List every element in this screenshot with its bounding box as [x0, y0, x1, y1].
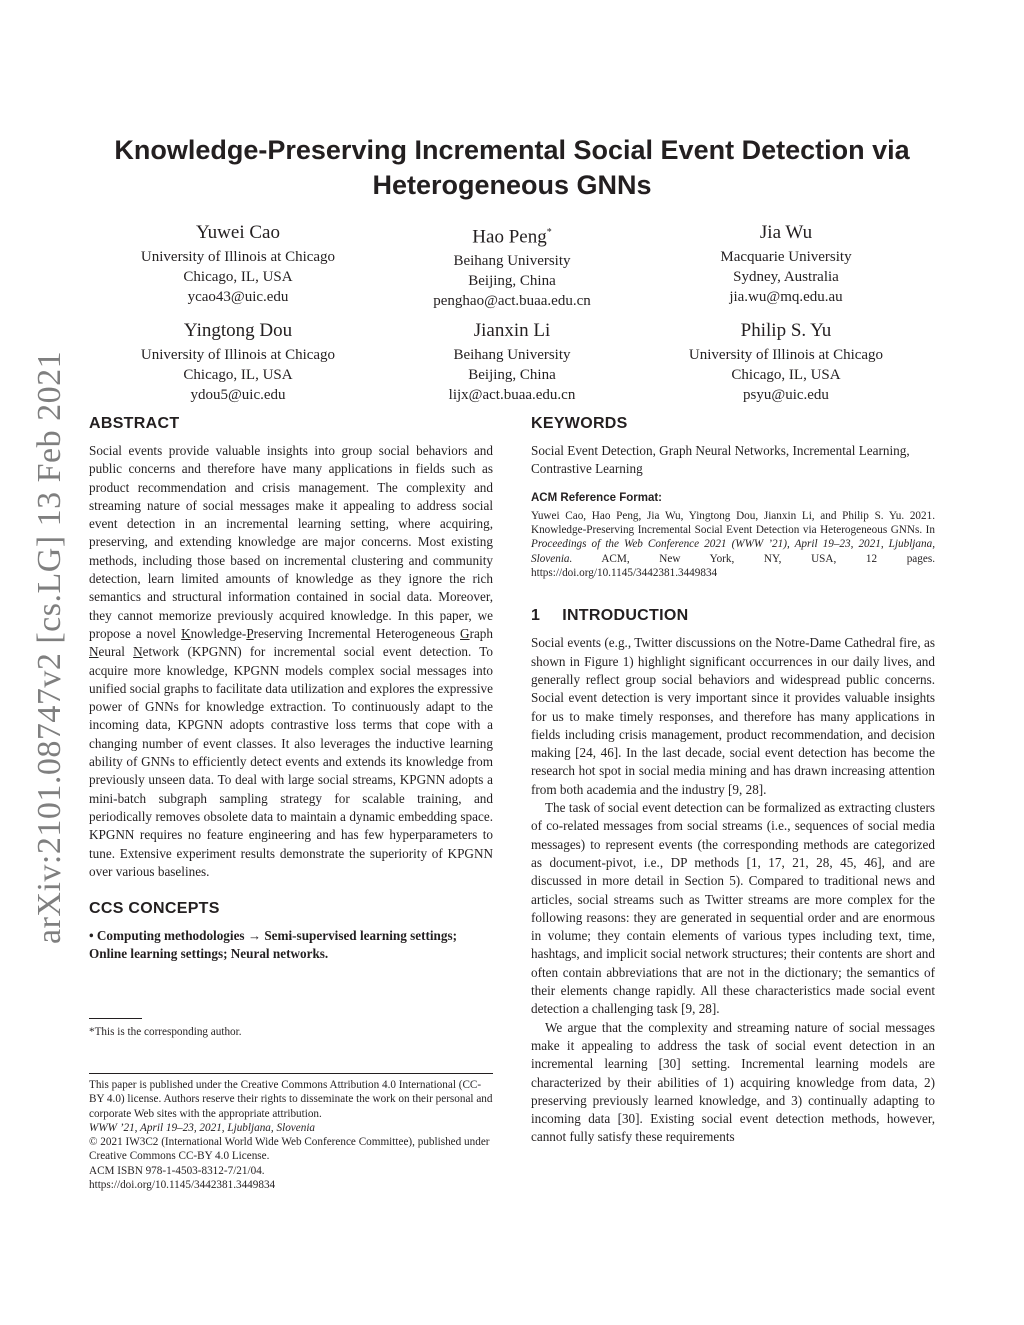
author-affiliation: University of Illinois at Chicago [140, 347, 336, 363]
author-location: Chicago, IL, USA [731, 367, 841, 383]
keywords-text: Social Event Detection, Graph Neural Networks, Incremental Learning, Contrastive Learning [531, 443, 910, 477]
corresponding-author-mark: * [546, 227, 552, 238]
author-email: jia.wu@mq.edu.au [729, 289, 843, 305]
paper-title: Knowledge-Preserving Incremental Social Event Detection via Heterogeneous GNNs [114, 135, 910, 200]
author-location: Chicago, IL, USA [183, 367, 293, 383]
author-name: Jianxin Li [473, 320, 551, 341]
author-name: Yuwei Cao [196, 222, 280, 243]
author-block [636, 320, 936, 405]
acm-reference-text: Yuwei Cao, Hao Peng, Jia Wu, Yingtong Dou, Jianxin Li, and Philip S. Yu. 2021. Knowledge-Preserving Incremental Social Event Detection via Heterogeneous GNNs. In Proceedings of the Web Conference 2021 (WWW ’21), April 19–23, 2021, Ljubljana, Slovenia. ACM, New York, NY, USA, 12 pages. https://doi.org/10.1145/3442381.3449834 [531, 509, 935, 580]
footnote-divider [89, 1018, 142, 1019]
footnote-area [89, 1018, 493, 1039]
author-block [362, 222, 662, 311]
ccs-heading: CCS CONCEPTS [89, 900, 220, 918]
introduction-heading [531, 606, 935, 626]
acm-reference-heading: ACM Reference Format: [531, 491, 662, 504]
corresponding-author-footnote: *This is the corresponding author. [89, 1026, 242, 1038]
author-name: Philip S. Yu [740, 320, 832, 341]
author-location: Chicago, IL, USA [183, 269, 293, 285]
keywords-heading: KEYWORDS [531, 415, 628, 432]
author-affiliation: Beihang University [453, 347, 571, 363]
license-divider [89, 1073, 493, 1074]
arxiv-identifier: arXiv:2101.08747v2 [cs.LG] 13 Feb 2021 [31, 350, 68, 944]
author-affiliation: University of Illinois at Chicago [140, 249, 336, 265]
author-block [88, 320, 388, 405]
author-email: lijx@act.buaa.edu.cn [448, 387, 576, 403]
abstract-text: Social events provide valuable insights into group social behaviors and public concerns and therefore have many applications in fields such as product recommendation and crisis management. The complexity and streaming nature of social messages make it appealing to address social event detection in an incremental learning setting, where acquiring, preserving, and extending knowledge are major concerns. Most existing methods, including those based on incremental clustering and community detection, learn limited amounts of knowledge as they ignore the rich semantics and structural information contained in social data. Moreover, they cannot memorize previously acquired knowledge. In this paper, we propose a novel Knowledge-Preserving Incremental Heterogeneous Graph Neural Network (KPGNN) for incremental social event detection. To acquire more knowledge, KPGNN models complex social messages into unified social graphs to facilitate data utilization and explores the expressive power of GNNs for knowledge extraction. To continuously adapt to the incoming data, KPGNN adopts contrastive loss terms that cope with a changing number of event classes. It also leverages the inductive learning ability of GNNs to efficiently detect events and extends its knowledge from previously unseen data. To deal with large social streams, KPGNN adopts a mini-batch subgraph sampling strategy for scalable training, and periodically removes obsolete data to maintain a dynamic embedding space. KPGNN requires no feature engineering and has few hyperparameters to tune. Extensive experiment results demonstrate the superiority of KPGNN over various baselines. [89, 443, 493, 879]
author-email: ycao43@uic.edu [187, 289, 289, 305]
author-location: Sydney, Australia [733, 269, 839, 285]
author-email: psyu@uic.edu [743, 387, 829, 403]
ccs-concepts: • Computing methodologies → Semi-supervised learning settings; Online learning settings; Neural networks. [89, 928, 458, 962]
license-venue: WWW ’21, April 19–23, 2021, Ljubljana, Slovenia [89, 1121, 316, 1134]
author-name-line [362, 222, 662, 248]
author-email: ydou5@uic.edu [190, 387, 286, 403]
author-block [636, 222, 936, 307]
license-text: This paper is published under the Creative Commons Attribution 4.0 International (CC-BY 4.0) license. Authors reserve their rights to disseminate the work on their personal and corporate Web sites with the appropriate attribution. [89, 1079, 493, 1120]
section-number: 1 [531, 607, 541, 625]
section-title: INTRODUCTION [562, 607, 689, 625]
intro-paragraph: We argue that the complexity and streaming nature of social messages make it appealing to address the task of social event detection in an incremental learning [30] setting. Incremental learning models are characterized by their abilities of 1) acquiring knowledge from data, 2) preserving previously learned knowledge, and 3) continually adapting to incoming data [30]. Existing social event detection methods, however, cannot fully satisfy these requirements [531, 1019, 935, 1145]
author-affiliation: University of Illinois at Chicago [688, 347, 884, 363]
intro-paragraph: The task of social event detection can be formalized as extracting clusters of co-related messages from social streams (i.e., sequences of social media messages) to represent events (the corresponding methods are categorized as document-pivot, i.e., DP methods [1, 17, 21, 28, 45, 46], and are discussed in more detail in Section 5). Compared to traditional news and articles, social streams such as Twitter streams are more complex for the following reasons: they are generated in sequential order and are enormous in volume; they contain elements of various types including text, time, hashtags, and implicit social network structures; their contents are short and often contain abbreviations that are not in the dictionary; the semantics of their elements change rapidly. All these characteristics made social event detection a challenging task [9, 28]. [531, 800, 935, 1017]
author-name: Jia Wu [759, 222, 813, 243]
author-location: Beijing, China [468, 367, 556, 383]
author-email: penghao@act.buaa.edu.cn [433, 293, 591, 310]
acm-reference [531, 491, 935, 581]
author-location: Beijing, China [468, 273, 556, 290]
left-column [89, 414, 493, 964]
license-copyright: © 2021 IW3C2 (International World Wide Web Conference Committee), published under Creative Commons CC-BY 4.0 License. [89, 1136, 490, 1163]
author-block [362, 320, 662, 405]
author-affiliation: Beihang University [453, 253, 571, 270]
right-column [531, 414, 935, 1147]
license-block [89, 1073, 493, 1192]
license-doi: https://doi.org/10.1145/3442381.3449834 [89, 1179, 276, 1192]
author-affiliation: Macquarie University [720, 249, 852, 265]
intro-paragraph: Social events (e.g., Twitter discussions on the Notre-Dame Cathedral fire, as shown in Figure 1) highlight significant occurrences in our daily lives, and generally reflect group social behaviors and widespread public concerns. Social event detection is very important since it provides valuable insights for us to make timely responses, and therefore has many applications in fields including crisis management, product recommendation, and decision making [24, 46]. In the last decade, social event detection has become the research hot spot in social media mining and has drawn increasing attention from both academia and the industry [9, 28]. [531, 635, 935, 797]
author-block [88, 222, 388, 307]
author-name: Hao Peng [472, 226, 547, 248]
license-isbn: ACM ISBN 978-1-4503-8312-7/21/04. [89, 1164, 265, 1177]
author-name: Yingtong Dou [183, 320, 293, 341]
abstract-heading: ABSTRACT [89, 415, 180, 432]
